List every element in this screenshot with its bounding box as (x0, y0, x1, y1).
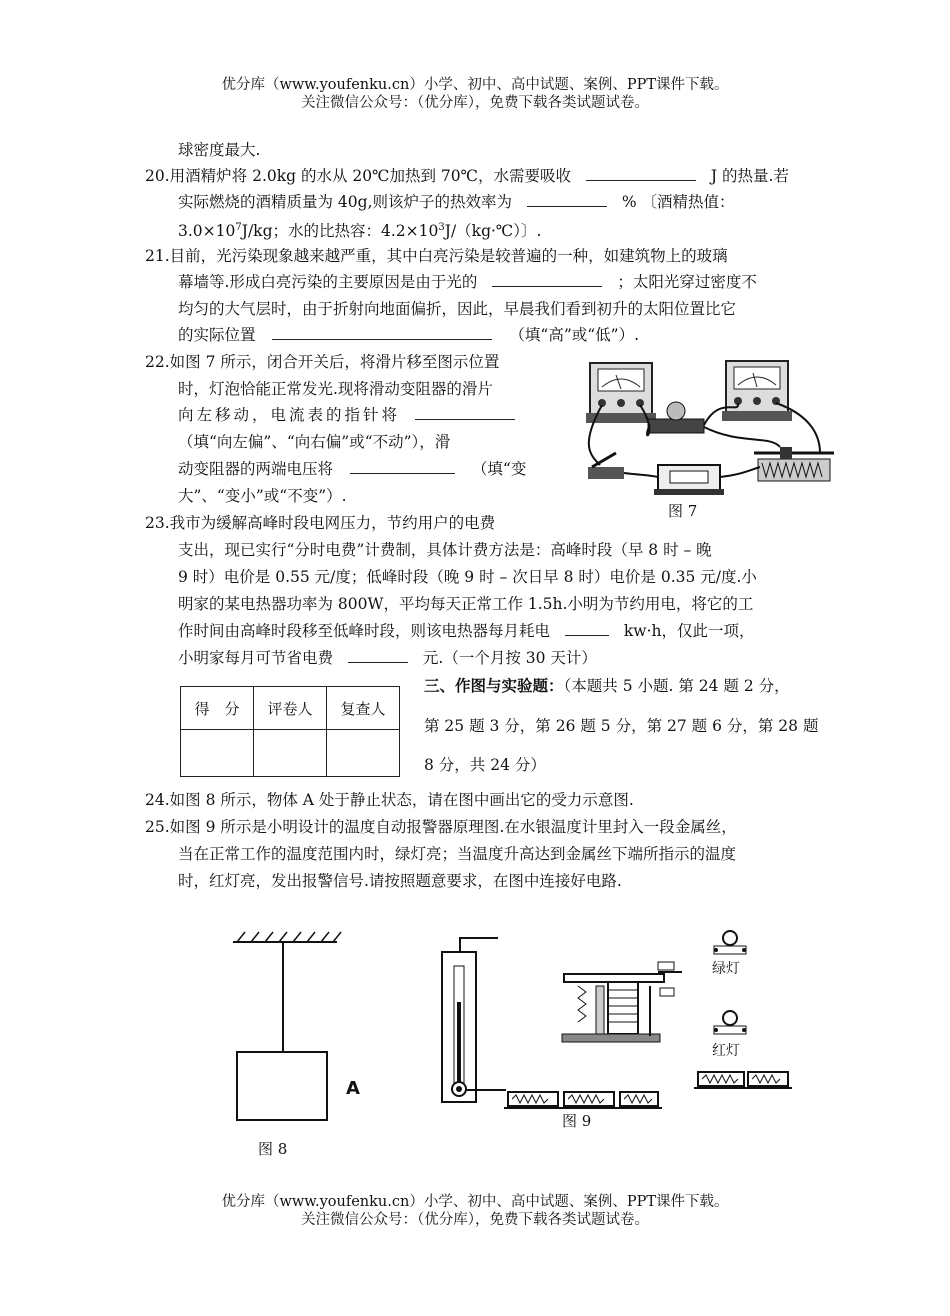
ceiling-hatch (237, 932, 341, 942)
header-line-1: 优分库（www.youfenku.cn）小学、初中、高中试题、案例、PPT课件下载。 (221, 77, 729, 93)
section-3-line-1 (424, 676, 790, 696)
object-a-block (237, 1052, 327, 1120)
score-header: 得 分 (181, 687, 254, 730)
q25-line-1: 25.如图 9 所示是小明设计的温度自动报警器原理图.在水银温度计里封入一段金属丝， (145, 818, 737, 836)
q22-text: （填“变 (471, 460, 527, 478)
section-3-title: 三、作图与实验题： (424, 676, 564, 695)
q22-text: 动变阻器的两端电压将 (178, 460, 334, 478)
q23-line-4: 明家的某电热器功率为 800W，平均每天正常工作 1.5h.小明为节约用电，将它的工 (178, 595, 754, 613)
q21-line-1: 21.目前，光污染现象越来越严重，其中白亮污染是较普遍的一种，如建筑物上的玻璃 (145, 247, 728, 265)
reviewer-cell[interactable] (327, 730, 400, 777)
exponent: 7 (235, 222, 242, 233)
q23-text: 作时间由高峰时段移至低峰时段，则该电热器每月耗电 (178, 622, 551, 640)
q20-blank-heat[interactable] (586, 166, 696, 181)
q20-text: J/kg；水的比热容：4.2×10 (241, 222, 439, 241)
q20-blank-efficiency[interactable] (527, 192, 607, 207)
green-lamp-icon (714, 931, 746, 954)
figure-7-caption: 图 7 (668, 502, 698, 520)
q20-text: 3.0×10 (178, 222, 236, 241)
q20-text: 实际燃烧的酒精质量为 40g,则该炉子的热效率为 (178, 193, 513, 211)
q23-line-2: 支出，现已实行“分时电费”计费制，具体计费方法是：高峰时段（早 8 时 – 晚 (178, 541, 712, 559)
q20-text: 20.用酒精炉将 2.0kg 的水从 20℃加热到 70℃，水需要吸收 (145, 167, 571, 185)
red-lamp-label: 红灯 (712, 1043, 740, 1059)
lamp-icon (648, 402, 704, 433)
score-table (180, 686, 400, 777)
q20-text: J/（kg·℃）〕. (444, 222, 542, 241)
q22-line-5 (178, 459, 526, 479)
footer-line-1: 优分库（www.youfenku.cn）小学、初中、高中试题、案例、PPT课件下载。 (221, 1194, 729, 1210)
figure-9 (436, 926, 796, 1116)
reviewer-header: 复查人 (327, 687, 400, 730)
q23-line-3: 9 时）电价是 0.55 元/度；低峰时段（晚 9 时 – 次日早 8 时）电价是 0.35 元/度.小 (178, 568, 757, 586)
figure-9-caption: 图 9 (562, 1112, 592, 1130)
section-3-line-2: 第 25 题 3 分，第 26 题 5 分，第 27 题 6 分，第 28 题 (424, 717, 819, 735)
object-a-label: A (346, 1078, 360, 1099)
q22-line-1: 22.如图 7 所示，闭合开关后，将滑片移至图示位置 (145, 353, 500, 371)
green-lamp-label: 绿灯 (712, 961, 740, 977)
q21-blank-reflection[interactable] (492, 272, 602, 287)
score-cell[interactable] (181, 730, 254, 777)
q21-text: 的实际位置 (178, 326, 256, 344)
q24-line: 24.如图 8 所示，物体 A 处于静止状态，请在图中画出它的受力示意图. (145, 791, 634, 809)
relay-icon (562, 962, 682, 1042)
section-3-text: （本题共 5 小题. 第 24 题 2 分， (563, 677, 790, 695)
section-3-line-3: 8 分，共 24 分） (424, 756, 546, 774)
page-footer (0, 1193, 950, 1229)
q23-text: 小明家每月可节省电费 (178, 649, 334, 667)
q23-line-1: 23.我市为缓解高峰时段电网压力，节约用户的电费 (145, 514, 496, 532)
voltmeter-icon (722, 361, 792, 421)
q21-text: ；太阳光穿过密度不 (617, 273, 757, 291)
q23-blank-savings[interactable] (348, 648, 408, 663)
rheostat-icon (754, 447, 834, 481)
q20-line-3 (178, 218, 541, 241)
battery-icon (654, 465, 724, 495)
battery-cells-control (504, 1092, 662, 1108)
q21-blank-position[interactable] (272, 325, 492, 340)
q22-line-2: 时，灯泡恰能正常发光.现将滑动变阻器的滑片 (178, 380, 493, 398)
red-lamp-icon (714, 1011, 746, 1034)
q21-line-4 (178, 325, 639, 345)
q23-blank-energy[interactable] (565, 621, 609, 636)
q22-line-4: （填“向左偏”、“向右偏”或“不动”），滑 (178, 433, 451, 451)
q22-blank-pointer[interactable] (415, 405, 515, 420)
q19-tail: 球密度最大. (178, 141, 261, 159)
exponent: 3 (438, 222, 445, 233)
footer-line-2: 关注微信公众号：（优分库），免费下载各类试题试卷。 (301, 1212, 649, 1228)
q21-line-2 (178, 272, 757, 292)
q20-line-1 (145, 166, 789, 186)
q23-text: 元.（一个月按 30 天计） (422, 649, 597, 667)
figure-8 (225, 928, 385, 1128)
battery-cells-lamps (694, 1072, 792, 1088)
grader-cell[interactable] (254, 730, 327, 777)
grader-header: 评卷人 (254, 687, 327, 730)
q20-text: % 〔酒精热值： (621, 193, 735, 211)
q20-line-2 (178, 192, 735, 212)
q21-line-3: 均匀的大气层时，由于折射向地面偏折，因此，早晨我们看到初升的太阳位置比它 (178, 300, 737, 318)
q23-line-5 (178, 621, 754, 641)
thermometer-icon (442, 938, 506, 1102)
figure-8-caption: 图 8 (258, 1140, 288, 1158)
q23-text: kw·h，仅此一项， (623, 622, 755, 640)
header-line-2: 关注微信公众号：（优分库），免费下载各类试题试卷。 (301, 95, 649, 111)
figure-7-circuit (570, 355, 850, 520)
q21-text: （填“高”或“低”）. (509, 326, 640, 344)
q22-blank-voltage[interactable] (350, 459, 455, 474)
q25-line-2: 当在正常工作的温度范围内时，绿灯亮；当温度升高达到金属丝下端所指示的温度 (178, 845, 737, 863)
q20-text: J 的热量.若 (710, 167, 789, 185)
q22-line-3 (178, 405, 515, 425)
q23-line-6 (178, 648, 597, 668)
page-header (0, 76, 950, 112)
q25-line-3: 时，红灯亮，发出报警信号.请按照题意要求，在图中连接好电路. (178, 872, 622, 890)
q21-text: 幕墙等.形成白亮污染的主要原因是由于光的 (178, 273, 478, 291)
q22-text: 向左移动，电流表的指针将 (178, 406, 401, 424)
q22-line-6: 大”、“变小”或“不变”）. (178, 487, 347, 505)
